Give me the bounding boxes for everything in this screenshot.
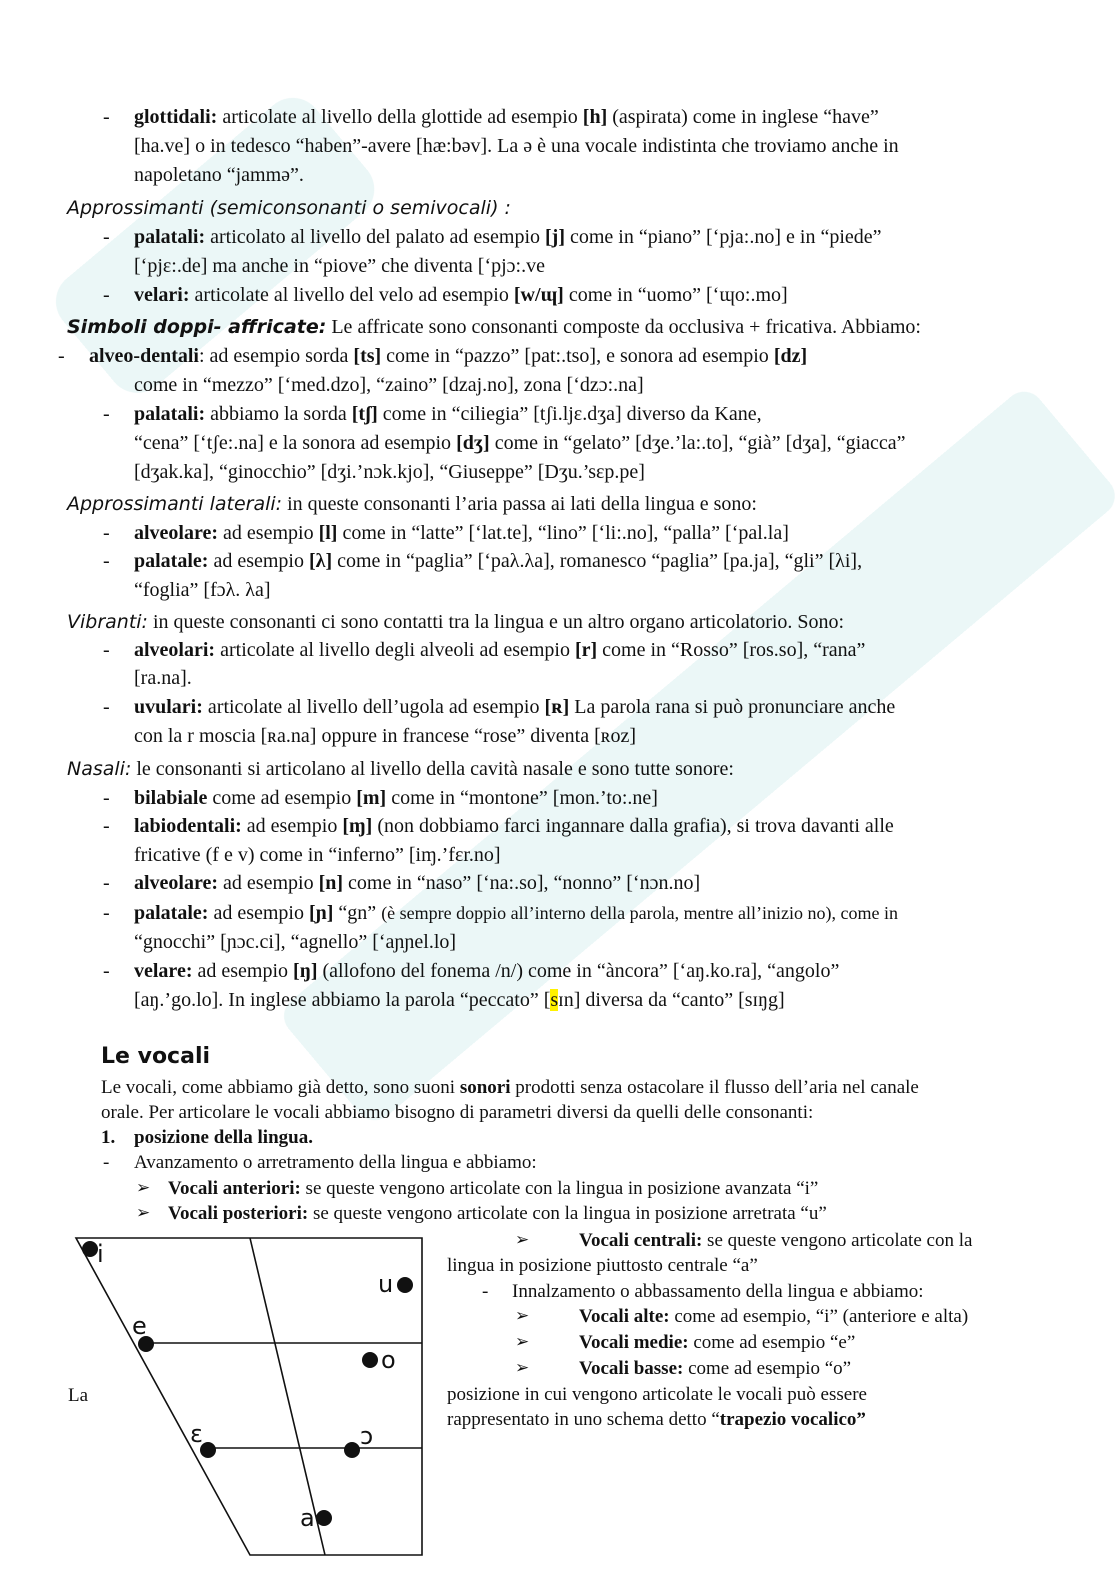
trapezio-outline xyxy=(76,1238,422,1555)
arrow-bullet-icon: ➢ xyxy=(515,1358,530,1377)
affricate-heading: Simboli doppi- affricate: Le affricate sono consonanti composte da occlusiva + fricativa. Abbiamo: xyxy=(67,316,921,338)
vowel-label-i: i xyxy=(97,1240,104,1268)
affricate-alveo-line-1: alveo-dentali: ad esempio sorda [ts] come in “pazzo” [pat:.tso], e sonora ad esempio [dz] xyxy=(89,345,808,367)
bullet-dash: - xyxy=(103,1152,110,1173)
bullet-dash: - xyxy=(103,284,110,306)
vowel-label-open-o: ɔ xyxy=(360,1422,374,1450)
nasali-palatale-line-2: “gnocchi” [ɲɔc.ci], “agnello” [‘aɲɲel.lo] xyxy=(134,931,457,953)
bullet-dash: - xyxy=(103,902,110,924)
affricate-palatali-line-1: palatali: abbiamo la sorda [tʃ] come in “ciliegia” [tʃi.ljɛ.dʒa] diverso da Kane, xyxy=(134,403,762,425)
nasali-labiodentali-line-2: fricative (f e v) come in “inferno” [iɱ.’fɛr.no] xyxy=(134,844,501,866)
laterali-palatale-line-2: “foglia” [fɔλ. λa] xyxy=(134,579,271,601)
vocali-centrali-line-2: lingua in posizione piuttosto centrale “a” xyxy=(447,1255,758,1276)
bullet-dash: - xyxy=(103,696,110,718)
bullet-dash: - xyxy=(103,960,110,982)
affricate-palatali-line-2: “cena” [‘tʃe:.na] e la sonora ad esempio [dʒ] come in “gelato” [dʒe.’la:.to], “già” [dʒa], “giacca” xyxy=(134,432,906,454)
vowel-dot-open-o xyxy=(344,1442,360,1458)
bullet-dash: - xyxy=(103,639,110,661)
approssimanti-heading: Approssimanti (semiconsonanti o semivocali) : xyxy=(67,197,511,219)
vocali-alte-line: Vocali alte: come ad esempio, “i” (anteriore e alta) xyxy=(579,1306,969,1327)
bullet-dash: - xyxy=(103,403,110,425)
vocali-anteriori-line: Vocali anteriori: se queste vengono articolate con la lingua in posizione avanzata “i” xyxy=(168,1178,819,1199)
avanzamento-line: Avanzamento o arretramento della lingua e abbiamo: xyxy=(134,1152,537,1173)
nasali-velare-line-2: [aŋ.’go.lo]. In inglese abbiamo la parola “peccato” [sɪn] diversa da “canto” [sɪŋg] xyxy=(134,989,785,1011)
vocali-posteriori-line: Vocali posteriori: se queste vengono articolate con la lingua in posizione arretrata “u” xyxy=(168,1203,827,1224)
arrow-bullet-icon: ➢ xyxy=(136,1178,151,1197)
arrow-bullet-icon: ➢ xyxy=(136,1203,151,1222)
vocali-basse-line: Vocali basse: come ad esempio “o” xyxy=(579,1358,852,1379)
affricate-alveo-line-2: come in “mezzo” [‘med.dzo], “zaino” [dzaj.no], zona [‘dzɔ:.na] xyxy=(134,374,644,396)
arrow-bullet-icon: ➢ xyxy=(515,1230,530,1249)
nasali-velare-line-1: velare: ad esempio [ŋ] (allofono del fonema /n/) come in “àncora” [‘aŋ.ko.ra], “angolo” xyxy=(134,960,840,982)
section-title-vocali: Le vocali xyxy=(101,1044,211,1069)
innalzamento-line: Innalzamento o abbassamento della lingua e abbiamo: xyxy=(512,1281,924,1302)
nasali-bilabiale-line: bilabiale come ad esempio [m] come in “montone” [mon.’to:.ne] xyxy=(134,787,658,809)
bullet-dash: - xyxy=(103,550,110,572)
vowel-label-e: e xyxy=(132,1312,147,1340)
vocali-final-line-1: posizione in cui vengono articolate le vocali può essere xyxy=(447,1384,867,1405)
vowel-label-a: a xyxy=(300,1504,315,1532)
bullet-dash: - xyxy=(482,1281,489,1302)
glottidali-line-2: [ha.ve] o in tedesco “haben”-avere [hæ:bəv]. La ə è una vocale indistinta che troviamo anche in xyxy=(134,135,899,157)
arrow-bullet-icon: ➢ xyxy=(515,1306,530,1325)
bullet-dash: - xyxy=(103,872,110,894)
vibranti-uvulari-line-1: uvulari: articolate al livello dell’ugola ad esempio [ʀ] La parola rana si può pronunciare anche xyxy=(134,696,896,718)
bullet-dash: - xyxy=(103,815,110,837)
approssimanti-velari-line: velari: articolate al livello del velo ad esempio [w/ɰ] come in “uomo” [‘ɰo:.mo] xyxy=(134,284,788,306)
vibranti-uvulari-line-2: con la r moscia [ʀa.na] oppure in francese “rose” diventa [ʀoz] xyxy=(134,725,637,747)
glottidali-line-3: napoletano “jammə”. xyxy=(134,164,304,186)
vocali-centrali-line-1: Vocali centrali: se queste vengono articolate con la xyxy=(579,1230,973,1251)
vowel-label-o: o xyxy=(381,1346,396,1374)
nasali-alveolare-line: alveolare: ad esempio [n] come in “naso” [‘na:.so], “nonno” [‘nɔn.no] xyxy=(134,872,701,894)
vowel-dot-o xyxy=(362,1352,378,1368)
highlight-mark: s xyxy=(550,989,559,1011)
vibranti-alveolari-line-1: alveolari: articolate al livello degli alveoli ad esempio [r] come in “Rosso” [ros.so], “rana” xyxy=(134,639,866,661)
vocali-paragraph-line-2: orale. Per articolare le vocali abbiamo bisogno di parametri diversi da quelli delle consonanti: xyxy=(101,1102,814,1123)
trapezio-vocalico-diagram xyxy=(60,1230,440,1570)
vibranti-alveolari-line-2: [ra.na]. xyxy=(134,667,192,689)
vowel-label-eps: ɛ xyxy=(190,1420,203,1448)
numbered-item-1: 1. posizione della lingua. xyxy=(101,1127,313,1148)
bullet-dash: - xyxy=(58,345,65,367)
vowel-dot-i xyxy=(82,1241,98,1257)
glottidali-label: glottidali: xyxy=(134,106,218,128)
laterali-palatale-line-1: palatale: ad esempio [λ] come in “paglia” [‘paλ.λa], romanesco “paglia” [pa.ja], “gli” [λi], xyxy=(134,550,863,572)
arrow-bullet-icon: ➢ xyxy=(515,1332,530,1351)
vibranti-heading: Vibranti: in queste consonanti ci sono contatti tra la lingua e un altro organo articolatorio. Sono: xyxy=(67,611,845,633)
vowel-dot-a xyxy=(316,1510,332,1526)
vocali-medie-line: Vocali medie: come ad esempio “e” xyxy=(579,1332,856,1353)
nasali-labiodentali-line-1: labiodentali: ad esempio [ɱ] (non dobbiamo farci ingannare dalla grafia), si trova davanti alle xyxy=(134,815,894,837)
bullet-dash: - xyxy=(103,106,110,128)
vowel-label-u: u xyxy=(378,1270,394,1298)
approssimanti-palatali-line-2: [‘pjɛ:.de] ma anche in “piove” che diventa [‘pjɔ:.ve xyxy=(134,255,545,277)
vowel-dot-u xyxy=(397,1277,413,1293)
bullet-dash: - xyxy=(103,522,110,544)
nasali-palatale-line-1: palatale: ad esempio [ɲ] “gn” (è sempre doppio all’interno della parola, mentre all’inizio no), come in xyxy=(134,902,899,924)
bullet-dash: - xyxy=(103,787,110,809)
vocali-paragraph-line-1: Le vocali, come abbiamo già detto, sono suoni sonori prodotti senza ostacolare il flusso dell’aria nel canale xyxy=(101,1077,919,1098)
nasali-heading: Nasali: le consonanti si articolano al livello della cavità nasale e sono tutte sonore: xyxy=(67,758,734,780)
approssimanti-palatali-line-1: palatali: articolato al livello del palato ad esempio [j] come in “piano” [‘pja:.no] e in “piede” xyxy=(134,226,882,248)
vocali-final-line-2: rappresentato in uno schema detto “trapezio vocalico” xyxy=(447,1409,866,1430)
bullet-dash: - xyxy=(103,226,110,248)
affricate-palatali-line-3: [dʒak.ka], “ginocchio” [dʒi.’nɔk.kjo], “Giuseppe” [Dʒu.’sɛp.pe] xyxy=(134,461,645,483)
laterali-heading: Approssimanti laterali: in queste consonanti l’aria passa ai lati della lingua e sono: xyxy=(67,493,757,515)
glottidali-line-1: glottidali: articolate al livello della glottide ad esempio [h] (aspirata) come in inglese “have” xyxy=(134,106,879,128)
laterali-alveolare-line: alveolare: ad esempio [l] come in “latte” [‘lat.te], “lino” [‘li:.no], “palla” [‘pal.la] xyxy=(134,522,789,544)
la-word: La xyxy=(68,1385,89,1406)
